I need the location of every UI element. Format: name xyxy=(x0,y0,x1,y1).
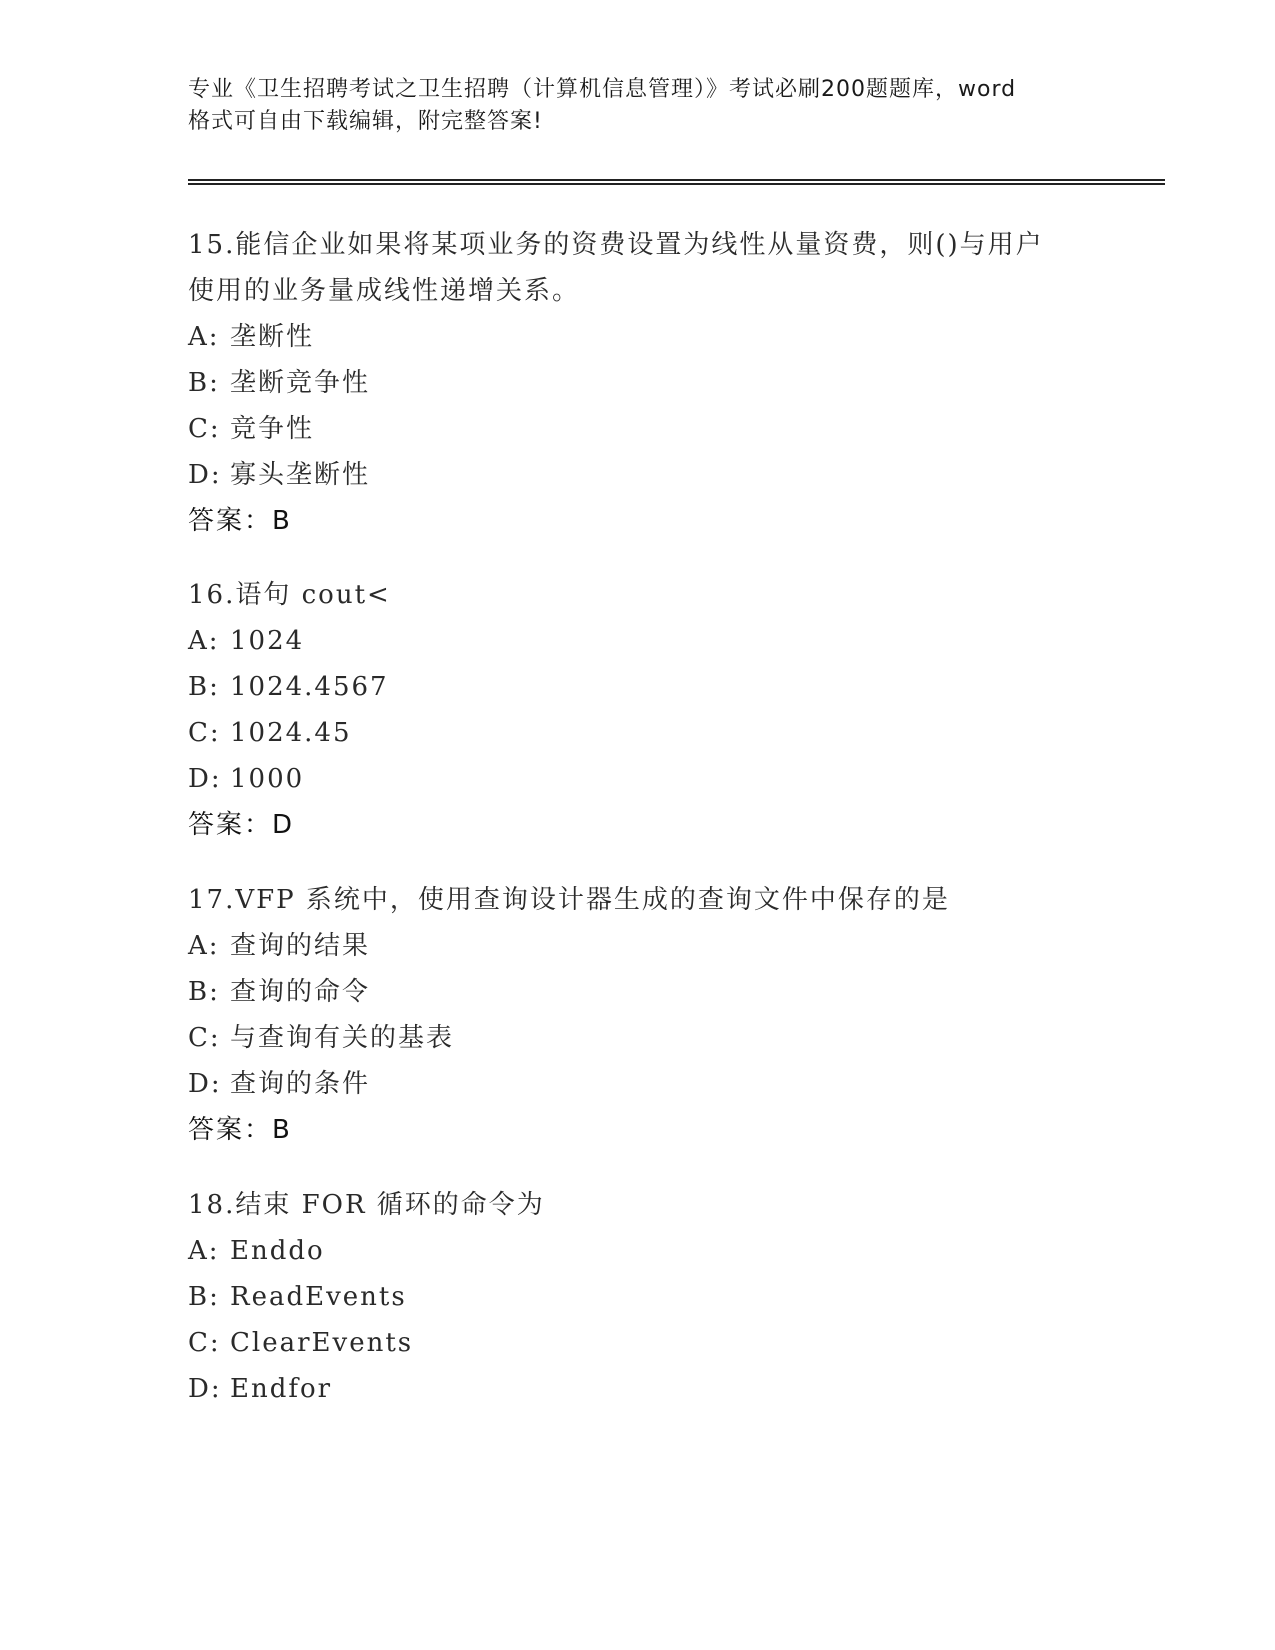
option-d xyxy=(188,1061,1108,1107)
option-text: ClearEvents xyxy=(230,1328,414,1358)
option-b xyxy=(188,1274,1108,1320)
question-stem-line-1: 15.能信企业如果将某项业务的资费设置为线性从量资费，则()与用户 xyxy=(188,230,1044,260)
option-text: 查询的命令 xyxy=(230,977,371,1007)
option-text: 1000 xyxy=(230,764,305,794)
question-18 xyxy=(188,1182,1108,1412)
option-text: Endfor xyxy=(230,1374,333,1404)
option-key: A: xyxy=(188,626,220,656)
option-a xyxy=(188,1228,1108,1274)
option-text: 垄断性 xyxy=(230,322,315,352)
option-c xyxy=(188,406,1108,452)
option-text: 1024.45 xyxy=(230,718,352,748)
answer: 答案：D xyxy=(188,810,295,840)
option-key: C: xyxy=(188,414,221,444)
option-a xyxy=(188,314,1108,360)
option-key: A: xyxy=(188,1236,220,1266)
option-b xyxy=(188,664,1108,710)
question-stem: 16.语句 cout< xyxy=(188,580,391,610)
option-b xyxy=(188,969,1108,1015)
option-text: 垄断竞争性 xyxy=(230,368,371,398)
header-line-2: 格式可自由下载编辑，附完整答案! xyxy=(188,109,543,134)
option-c xyxy=(188,1320,1108,1366)
question-stem: 18.结束 FOR 循环的命令为 xyxy=(188,1190,545,1220)
option-d xyxy=(188,1366,1108,1412)
header-line-1: 专业《卫生招聘考试之卫生招聘（计算机信息管理）》考试必刷200题题库，word xyxy=(188,77,1017,102)
question-stem: 17.VFP 系统中，使用查询设计器生成的查询文件中保存的是 xyxy=(188,885,950,915)
option-key: D: xyxy=(188,764,222,794)
option-text: ReadEvents xyxy=(230,1282,407,1312)
question-15 xyxy=(188,222,1108,544)
option-key: A: xyxy=(188,931,220,961)
option-key: A: xyxy=(188,322,220,352)
option-key: D: xyxy=(188,1069,222,1099)
option-text: 竞争性 xyxy=(230,414,315,444)
option-key: D: xyxy=(188,1374,222,1404)
question-stem-line-2: 使用的业务量成线性递增关系。 xyxy=(188,276,581,306)
option-key: C: xyxy=(188,1328,221,1358)
option-key: B: xyxy=(188,977,220,1007)
question-17 xyxy=(188,877,1108,1153)
option-key: B: xyxy=(188,672,220,702)
question-16 xyxy=(188,572,1108,848)
option-c xyxy=(188,710,1108,756)
option-text: Enddo xyxy=(230,1236,325,1266)
answer: 答案：B xyxy=(188,1115,292,1145)
option-text: 1024 xyxy=(230,626,305,656)
option-b xyxy=(188,360,1108,406)
option-d xyxy=(188,756,1108,802)
option-key: C: xyxy=(188,1023,221,1053)
option-text: 查询的结果 xyxy=(230,931,371,961)
option-text: 1024.4567 xyxy=(230,672,389,702)
option-key: B: xyxy=(188,1282,220,1312)
option-text: 查询的条件 xyxy=(230,1069,371,1099)
option-c xyxy=(188,1015,1108,1061)
option-key: D: xyxy=(188,460,222,490)
document-header xyxy=(188,74,1088,138)
option-a xyxy=(188,618,1108,664)
option-a xyxy=(188,923,1108,969)
option-key: C: xyxy=(188,718,221,748)
question-stem xyxy=(188,222,1108,314)
option-text: 与查询有关的基表 xyxy=(230,1023,455,1053)
option-text: 寡头垄断性 xyxy=(230,460,371,490)
header-divider xyxy=(188,179,1165,185)
option-d xyxy=(188,452,1108,498)
answer: 答案：B xyxy=(188,506,292,536)
option-key: B: xyxy=(188,368,220,398)
